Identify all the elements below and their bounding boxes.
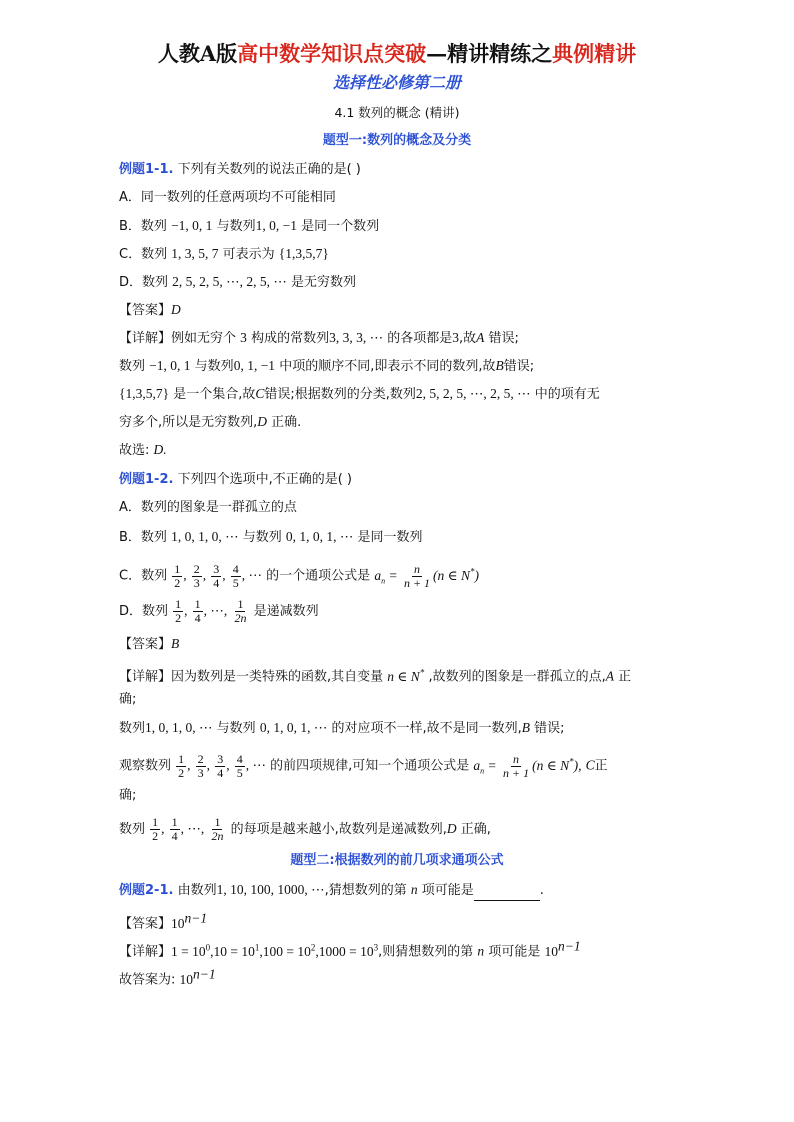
fraction: $\frac{n}{n + 1}$ <box>403 561 431 590</box>
ex1-2-text: 下列四个选项中,不正确的是( ) <box>177 472 352 487</box>
text: 与数列 <box>216 219 256 234</box>
math: −1, 0, 1 <box>171 218 213 233</box>
text: 是无穷数列 <box>291 275 357 290</box>
formula: n ∈ N* <box>387 667 425 684</box>
formula: $1 = 10^0,10 = 10^1,100 = 10^2,1000 = 10^3$ <box>171 942 379 959</box>
ex1-2-question <box>119 470 708 490</box>
text: 是一个集合,故 <box>173 387 256 402</box>
section-title: 4.1 数列的概念 (精讲) <box>334 105 460 120</box>
math: C <box>585 757 595 773</box>
text: 观察数列 <box>119 758 172 774</box>
ex1-1-choice <box>119 440 708 461</box>
fraction: $\frac{4}{5}$ <box>232 561 239 590</box>
fraction: $\frac{4}{5}$ <box>236 751 243 780</box>
ex1-2-answer <box>119 634 708 655</box>
fraction: $\frac{1}{2n}$ <box>211 815 224 843</box>
fraction: $\frac{1}{2}$ <box>178 751 185 780</box>
ex1-1-question <box>119 160 708 180</box>
math: 0, 1, 0, 1, ⋯ <box>285 529 354 544</box>
math: A <box>476 330 485 345</box>
document-subtitle: 选择性必修第二册 <box>332 73 461 92</box>
text: 穷多个,所以是无穷数列, <box>119 415 258 430</box>
final-value: $10^{n-1}$ <box>179 966 216 987</box>
math: 1, 0, −1 <box>255 218 297 233</box>
text: 错误;根据数列的分类,数列 <box>264 387 416 402</box>
ex2-1-detail <box>119 936 708 963</box>
answer-label: 【答案】 <box>119 303 172 318</box>
detail-label: 【详解】 <box>119 669 172 685</box>
ex1-1-detail-line-1 <box>119 328 708 349</box>
text: ,故数列的图象是一群孤立的点, <box>428 669 606 685</box>
text: 正确, <box>460 822 491 837</box>
fraction: $\frac{1}{2}$ <box>174 561 181 590</box>
title-part-2: 高中数学知识点突破 <box>237 41 427 66</box>
text: 错误; <box>488 331 519 346</box>
text: ,则猜想数列的第 <box>378 944 474 960</box>
fraction: $\frac{1}{4}$ <box>194 597 201 625</box>
document-title <box>0 40 794 68</box>
ex1-2-detail-line-4: 观察数列 $\frac{1}{2}$ , $\frac{2}{3}$ , $\frac{3}{4}$ , $\frac{4}{5}$ , ⋯ 的前四项规律,可知一个通项公式是 $a_n$ = $\frac{n}{n + 1}$ (n ∈ N*), C正 <box>119 751 608 780</box>
formula: $10^{n-1}$ <box>544 938 581 959</box>
ex1-1-option-d <box>119 272 708 293</box>
text: 正确. <box>271 415 302 430</box>
fraction: $\frac{2}{3}$ <box>197 751 204 780</box>
ex1-1-label: 例题1-1. <box>119 162 174 177</box>
choice-value: D. <box>153 442 167 457</box>
text: 与数列 <box>242 530 282 545</box>
title-part-4: 典例精讲 <box>552 41 637 66</box>
text: D．数列 <box>119 275 169 290</box>
text: 数列 <box>119 359 146 374</box>
ex1-2-detail-line-1 <box>119 662 708 688</box>
text: . <box>539 883 544 898</box>
ex1-1-detail-line-3 <box>119 384 708 405</box>
text: 的各项都是 <box>387 331 453 346</box>
text: 错误; <box>534 721 565 736</box>
text: 是同一个数列 <box>301 219 380 234</box>
math: n <box>410 882 418 897</box>
text: 是递减数列 <box>253 604 319 619</box>
text: 中项的顺序不同,即表示不同的数列,故 <box>279 359 496 374</box>
text: 数列 <box>119 822 146 837</box>
fraction: $\frac{2}{3}$ <box>193 561 200 590</box>
detail-label: 【详解】 <box>119 331 172 346</box>
text: 正 <box>618 669 632 685</box>
text: 可表示为 <box>222 247 275 262</box>
ex1-2-detail-line-3 <box>119 718 708 739</box>
answer-label: 【答案】 <box>119 637 172 652</box>
formula: $a_n$ = <box>473 757 500 776</box>
math: −1, 0, 1 <box>149 358 191 373</box>
math: B <box>495 358 504 373</box>
ex1-1-detail-line-2 <box>119 356 708 377</box>
ex2-1-answer <box>119 908 708 935</box>
text: 与数列 <box>216 721 256 736</box>
math: A <box>605 668 614 684</box>
formula: (n ∈ N*), <box>532 756 582 773</box>
ex1-1-option-a: A．同一数列的任意两项均不可能相同 <box>119 190 336 205</box>
fraction: $\frac{n}{n + 1}$ <box>503 751 530 780</box>
fraction: $\frac{1}{4}$ <box>171 815 178 843</box>
math: 3 <box>452 330 459 345</box>
text: D．数列 <box>119 604 169 619</box>
answer-label: 【答案】 <box>119 916 172 932</box>
ex1-1-text: 下列有关数列的说法正确的是( ) <box>177 162 361 177</box>
text: 项可能是 <box>488 944 541 960</box>
text: ,猜想数列的第 <box>324 883 407 898</box>
fraction: $\frac{3}{4}$ <box>217 751 224 780</box>
ex1-1-detail-line-4 <box>119 412 708 433</box>
detail-label: 【详解】 <box>119 944 172 960</box>
ex1-2-detail-line-5: 确; <box>119 788 137 803</box>
fraction: $\frac{1}{2}$ <box>175 597 182 625</box>
math: 1, 0, 1, 0, ⋯ <box>171 529 239 544</box>
title-part-3: —精讲精练之 <box>426 41 553 66</box>
choice-label: 故选: <box>119 443 150 458</box>
math: D <box>257 414 268 429</box>
answer-value: B <box>171 636 180 651</box>
ex1-2-detail-line-2: 确; <box>119 692 137 707</box>
text: 的对应项不一样,故不是同一数列, <box>331 721 522 736</box>
type2-heading: 题型二:根据数列的前几项求通项公式 <box>290 853 504 868</box>
math: B <box>521 720 530 735</box>
answer-blank <box>474 887 540 901</box>
ex1-2-option-d: D．数列 $\frac{1}{2}$ , $\frac{1}{4}$ , ⋯, $\frac{1}{2n}$ 是递减数列 <box>119 597 319 625</box>
text: C．数列 <box>119 247 168 262</box>
text: 错误; <box>503 359 535 374</box>
text: 与数列 <box>194 359 234 374</box>
ex1-2-option-c: C．数列 $\frac{1}{2}$ , $\frac{2}{3}$ , $\frac{3}{4}$ , $\frac{4}{5}$ , ⋯ 的一个通项公式是 $a_n$ = $\frac{n}{n + 1}$ (n ∈ N*) <box>119 561 480 590</box>
text: 由数列 <box>177 883 217 898</box>
math: 1, 0, 1, 0, ⋯ <box>145 720 213 735</box>
ex1-1-option-b <box>119 216 708 237</box>
formula: $a_n$ = <box>374 567 401 586</box>
text: 的一个通项公式是 <box>266 568 371 584</box>
math: 0, 1, 0, 1, ⋯ <box>259 720 328 735</box>
text: 正 <box>594 758 608 774</box>
math: 2, 5, 2, 5, ⋯, 2, 5, ⋯ <box>172 274 287 289</box>
math: 1, 3, 5, 7 <box>171 246 219 261</box>
text: B．数列 <box>119 219 167 234</box>
text: B．数列 <box>119 530 167 545</box>
formula: (n ∈ N*) <box>433 566 480 583</box>
math: C <box>255 386 265 401</box>
answer-value: $10^{n-1}$ <box>171 910 208 931</box>
text: 的前四项规律,可知一个通项公式是 <box>270 758 470 774</box>
final-label: 故答案为: <box>119 972 176 988</box>
math: 2, 5, 2, 5, ⋯, 2, 5, ⋯ <box>415 386 531 401</box>
fraction: $\frac{3}{4}$ <box>213 561 220 590</box>
title-part-1: 人教A版 <box>157 41 238 66</box>
ex2-1-question <box>119 880 708 901</box>
ex2-1-label: 例题2-1. <box>119 883 174 898</box>
type1-heading: 题型一:数列的概念及分类 <box>322 133 472 148</box>
answer-value: D <box>171 302 181 317</box>
ex1-1-answer <box>119 300 708 321</box>
ex1-2-option-b <box>119 527 708 548</box>
ex1-2-option-a: A．数列的图象是一群孤立的点 <box>119 500 297 515</box>
text: 是同一数列 <box>357 530 423 545</box>
math: 1, 10, 100, 1000, ⋯ <box>216 882 325 897</box>
text: 数列 <box>119 721 146 736</box>
text: 构成的常数列 <box>251 331 330 346</box>
math: {1,3,5,7} <box>119 386 170 401</box>
ex1-2-detail-line-6: 数列 $\frac{1}{2}$ , $\frac{1}{4}$ , ⋯, $\frac{1}{2n}$ 的每项是越来越小,故数列是递减数列,D 正确, <box>119 815 491 843</box>
text: C．数列 <box>119 568 168 584</box>
math: n <box>477 943 485 959</box>
math: 3, 3, 3, ⋯ <box>329 330 384 345</box>
math: 3 <box>240 330 247 345</box>
text: 的每项是越来越小,故数列是递减数列, <box>230 822 447 837</box>
text: 例如无穷个 <box>171 331 237 346</box>
ex1-1-option-c <box>119 244 708 265</box>
math: D <box>446 821 457 836</box>
ex2-1-final-answer <box>119 964 708 991</box>
text: 因为数列是一类特殊的函数,其自变量 <box>171 669 384 685</box>
fraction: $\frac{1}{2n}$ <box>234 597 247 625</box>
math: 0, 1, −1 <box>233 358 276 373</box>
text: 中的项有无 <box>534 387 600 402</box>
math: {1,3,5,7} <box>278 246 329 261</box>
fraction: $\frac{1}{2}$ <box>152 815 159 843</box>
text: ,故 <box>458 331 477 346</box>
ex1-2-label: 例题1-2. <box>119 472 174 487</box>
text: 项可能是 <box>421 883 474 898</box>
